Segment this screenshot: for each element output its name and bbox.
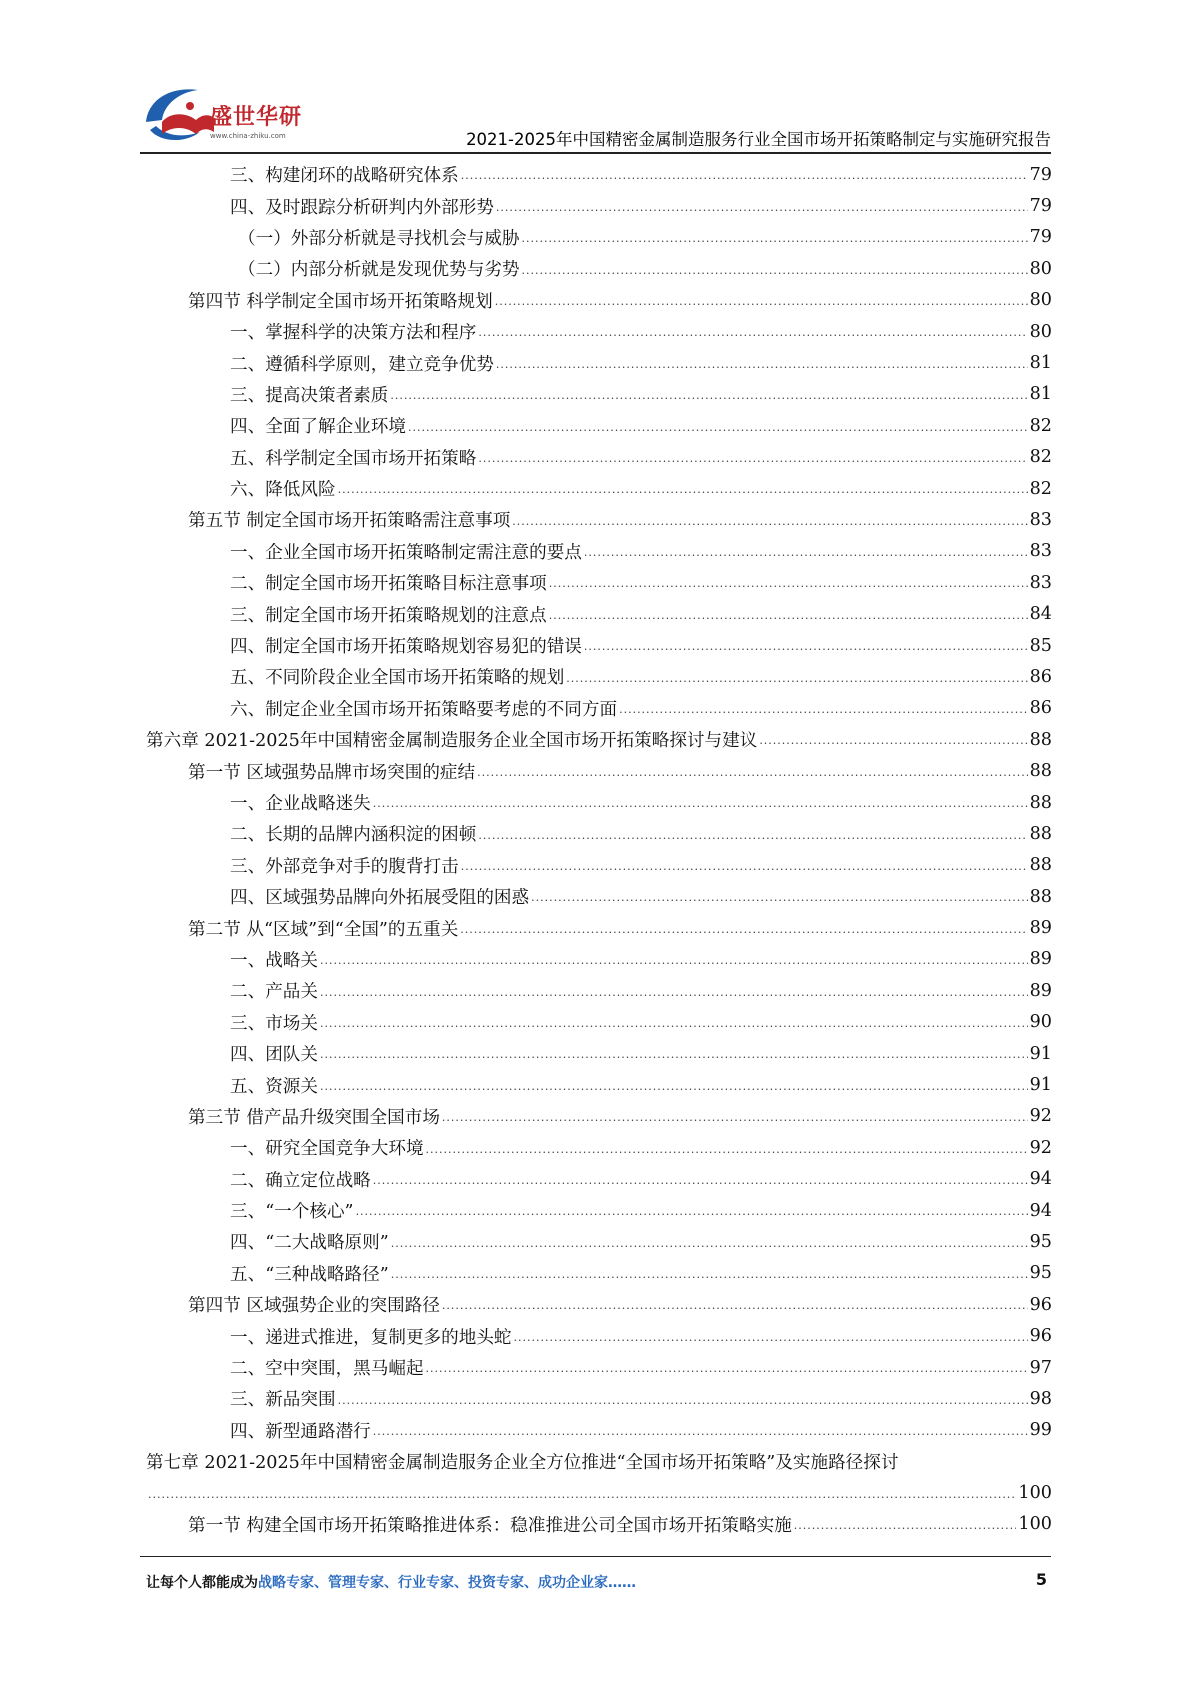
toc-dot-leader	[391, 1268, 1028, 1289]
toc-entry[interactable]	[146, 850, 1052, 881]
toc-entry[interactable]	[146, 1195, 1052, 1226]
toc-entry-page: 79	[1029, 196, 1052, 217]
toc-entry-title: 二、长期的品牌内涵积淀的困顿	[230, 825, 477, 846]
toc-entry-title: 四、及时跟踪分析研判内外部形势	[230, 197, 494, 218]
toc-entry[interactable]	[146, 881, 1052, 912]
toc-entry[interactable]	[146, 724, 1052, 755]
page-header	[0, 0, 1191, 160]
toc-entry[interactable]	[146, 1289, 1052, 1320]
toc-entry-title: 四、区域强势品牌向外拓展受阻的困惑	[230, 888, 530, 909]
toc-entry[interactable]	[146, 316, 1052, 347]
toc-entry-title: 第六章 2021-2025年中国精密金属制造服务企业全国市场开拓策略探讨与建议	[146, 731, 758, 752]
toc-entry-title: 一、企业全国市场开拓策略制定需注意的要点	[230, 542, 582, 563]
toc-entry-page: 89	[1029, 980, 1052, 1001]
toc-dot-leader	[338, 1394, 1028, 1415]
toc-entry-page: 94	[1029, 1200, 1052, 1221]
toc-entry[interactable]	[146, 1069, 1052, 1100]
toc-entry-page: 95	[1029, 1263, 1052, 1284]
logo-text: 盛世华研	[210, 105, 303, 130]
toc-dot-leader	[373, 1425, 1028, 1446]
toc-entry[interactable]	[146, 1258, 1052, 1289]
toc-entry-page: 84	[1029, 604, 1052, 625]
toc-dot-leader	[522, 232, 1028, 253]
toc-entry-page: 81	[1029, 384, 1052, 405]
toc-entry[interactable]	[146, 944, 1052, 975]
toc-dot-leader	[512, 515, 1027, 536]
toc-dot-leader	[320, 954, 1028, 975]
footer-slogan-highlight: 战略专家、管理专家、行业专家、投资专家、成功企业家……	[258, 1575, 636, 1591]
toc-dot-leader	[391, 1237, 1028, 1258]
toc-entry-page: 91	[1029, 1043, 1052, 1064]
toc-dot-leader	[426, 1362, 1028, 1383]
toc-entry-title: 三、构建闭环的战略研究体系	[230, 166, 459, 187]
toc-entry-page: 96	[1029, 1294, 1052, 1315]
footer-slogan-prefix: 让每个人都能成为	[146, 1575, 258, 1591]
toc-entry-page: 83	[1029, 541, 1052, 562]
toc-dot-leader	[496, 358, 1028, 379]
footer-slogan	[146, 1572, 636, 1592]
toc-entry-title: 三、制定全国市场开拓策略规划的注意点	[230, 605, 547, 626]
toc-entry-title: 一、研究全国竞争大环境	[230, 1139, 424, 1160]
toc-entry-title: 第一节 区域强势品牌市场突围的症结	[188, 762, 476, 783]
toc-dot-leader	[531, 891, 1028, 912]
toc-entry-page: 79	[1029, 227, 1052, 248]
toc-entry[interactable]	[146, 410, 1052, 441]
toc-entry-page: 83	[1029, 572, 1052, 593]
toc-entry-page: 88	[1029, 792, 1052, 813]
toc-entry-page: 88	[1029, 855, 1052, 876]
toc-entry-title: 第二节 从“区域”到“全国”的五重关	[188, 919, 459, 940]
toc-dot-leader	[514, 1331, 1028, 1352]
toc-entry-title: 三、外部竞争对手的腹背打击	[230, 856, 459, 877]
toc-dot-leader	[549, 609, 1028, 630]
toc-dot-leader	[320, 986, 1028, 1007]
toc-entry-title: 六、制定企业全国市场开拓策略要考虑的不同方面	[230, 699, 618, 720]
toc-entry-page: 92	[1029, 1137, 1052, 1158]
toc-dot-leader	[373, 1174, 1028, 1195]
toc-dot-leader	[619, 703, 1028, 724]
toc-entry[interactable]	[146, 818, 1052, 849]
toc-entry[interactable]	[146, 1101, 1052, 1132]
toc-entry-title: 一、企业战略迷失	[230, 794, 371, 814]
toc-entry-title: 第四节 区域强势企业的突围路径	[188, 1296, 440, 1317]
toc-entry-title: 一、掌握科学的决策方法和程序	[230, 323, 477, 344]
toc-entry-title: 三、市场关	[230, 1013, 318, 1034]
toc-entry-page: 81	[1029, 353, 1052, 374]
toc-entry[interactable]	[146, 504, 1052, 535]
toc-dot-leader	[373, 797, 1028, 818]
toc-dot-leader	[478, 452, 1027, 473]
toc-entry[interactable]	[146, 473, 1052, 504]
toc-entry-page: 100	[1018, 1483, 1052, 1504]
toc-entry-page: 100	[1018, 1514, 1052, 1535]
toc-entry-title: 五、“三种战略路径”	[230, 1264, 389, 1285]
toc-entry-page: 82	[1029, 415, 1052, 436]
toc-entry[interactable]	[146, 1007, 1052, 1038]
toc-entry-page: 88	[1029, 761, 1052, 782]
toc-dot-leader	[549, 577, 1028, 598]
toc-dot-leader	[584, 546, 1028, 567]
toc-entry[interactable]	[146, 379, 1052, 410]
toc-entry[interactable]	[146, 347, 1052, 378]
toc-entry[interactable]	[146, 598, 1052, 629]
toc-dot-leader	[495, 295, 1028, 316]
toc-dot-leader	[566, 672, 1027, 693]
toc-dot-leader	[584, 640, 1028, 661]
toc-dot-leader	[461, 860, 1028, 881]
toc-dot-leader	[461, 169, 1028, 190]
toc-entry-page: 80	[1029, 290, 1052, 311]
toc-entry-title: 一、战略关	[230, 950, 318, 971]
toc-entry-page: 99	[1029, 1420, 1052, 1441]
footer-divider	[140, 1556, 1051, 1557]
toc-entry-page: 90	[1029, 1012, 1052, 1033]
toc-dot-leader	[356, 1205, 1028, 1226]
toc-entry[interactable]	[146, 693, 1052, 724]
toc-entry-title: 五、科学制定全国市场开拓策略	[230, 448, 477, 469]
table-of-contents	[146, 159, 1052, 1540]
toc-entry-title: 三、“一个核心”	[230, 1202, 354, 1223]
toc-entry-title: 第四节 科学制定全国市场开拓策略规划	[188, 291, 493, 312]
toc-entry[interactable]	[146, 222, 1052, 253]
toc-dot-leader	[320, 1080, 1028, 1101]
toc-entry-title: 第一节 构建全国市场开拓策略推进体系：稳准推进公司全国市场开拓策略实施	[188, 1515, 792, 1536]
toc-entry[interactable]	[146, 1509, 1052, 1540]
toc-entry-title: 二、空中突围，黑马崛起	[230, 1359, 424, 1380]
toc-entry[interactable]	[146, 190, 1052, 221]
toc-entry-page: 89	[1029, 949, 1052, 970]
toc-entry-title: 五、资源关	[230, 1076, 318, 1097]
toc-dot-leader	[496, 201, 1028, 222]
toc-entry-page: 82	[1029, 447, 1052, 468]
toc-dot-leader	[478, 326, 1027, 347]
toc-entry-title: 二、制定全国市场开拓策略目标注意事项	[230, 574, 547, 595]
toc-entry-title: 一、递进式推进，复制更多的地头蛇	[230, 1327, 512, 1348]
toc-entry-title: 四、全面了解企业环境	[230, 417, 406, 438]
toc-entry-page: 85	[1029, 635, 1052, 656]
toc-entry-title: 四、团队关	[230, 1045, 318, 1066]
toc-dot-leader	[759, 734, 1027, 755]
toc-entry-page: 94	[1029, 1169, 1052, 1190]
toc-dot-leader	[148, 1488, 1016, 1509]
toc-entry-title: 五、不同阶段企业全国市场开拓策略的规划	[230, 668, 565, 689]
toc-entry-title: 二、遵循科学原则，建立竞争优势	[230, 354, 494, 375]
toc-entry-page: 82	[1029, 478, 1052, 499]
toc-dot-leader	[477, 766, 1028, 787]
logo-url: www.china-zhiku.com	[210, 132, 286, 140]
toc-entry[interactable]	[146, 912, 1052, 943]
toc-entry-title: 第三节 借产品升级突围全国市场	[188, 1107, 440, 1128]
toc-entry[interactable]	[146, 285, 1052, 316]
toc-entry-title: 三、新品突围	[230, 1390, 336, 1411]
toc-entry[interactable]	[146, 787, 1052, 818]
toc-entry-title: 第七章 2021-2025年中国精密金属制造服务企业全方位推进“全国市场开拓策略”及实施路径探讨	[146, 1453, 899, 1474]
toc-entry[interactable]	[146, 661, 1052, 692]
toc-entry[interactable]	[146, 1415, 1052, 1446]
toc-entry-page: 96	[1029, 1326, 1052, 1347]
toc-entry-title: 三、提高决策者素质	[230, 385, 389, 406]
toc-entry-page: 79	[1029, 164, 1052, 185]
toc-entry[interactable]	[146, 536, 1052, 567]
toc-entry[interactable]	[146, 253, 1052, 284]
toc-entry-page: 80	[1029, 321, 1052, 342]
toc-entry[interactable]	[146, 1226, 1052, 1257]
toc-entry-page: 97	[1029, 1357, 1052, 1378]
toc-entry[interactable]	[146, 1320, 1052, 1351]
toc-entry-page: 80	[1029, 258, 1052, 279]
toc-entry[interactable]	[146, 159, 1052, 190]
toc-entry-title: 二、确立定位战略	[230, 1170, 371, 1191]
toc-dot-leader	[522, 264, 1028, 285]
toc-dot-leader	[408, 421, 1028, 442]
toc-entry-page: 95	[1029, 1231, 1052, 1252]
toc-entry-title: 六、降低风险	[230, 480, 336, 501]
toc-dot-leader	[478, 829, 1027, 850]
toc-entry[interactable]	[146, 755, 1052, 786]
toc-dot-leader	[794, 1519, 1017, 1540]
toc-entry-page: 86	[1029, 666, 1052, 687]
toc-dot-leader	[320, 1017, 1028, 1038]
toc-entry[interactable]	[146, 630, 1052, 661]
toc-entry-page: 98	[1029, 1388, 1052, 1409]
toc-entry-title: 二、产品关	[230, 982, 318, 1003]
page-number: 5	[1035, 1570, 1047, 1589]
toc-entry[interactable]	[146, 1164, 1052, 1195]
toc-entry-title: 四、新型通路潜行	[230, 1421, 371, 1442]
toc-entry[interactable]	[146, 442, 1052, 473]
toc-entry-title: （一）外部分析就是寻找机会与威胁	[238, 228, 520, 249]
toc-dot-leader	[390, 389, 1027, 410]
toc-dot-leader	[320, 1048, 1028, 1069]
toc-entry-page: 89	[1029, 918, 1052, 939]
header-divider	[140, 152, 1051, 154]
toc-dot-leader	[460, 923, 1027, 944]
toc-entry-page: 92	[1029, 1106, 1052, 1127]
toc-entry[interactable]	[146, 1132, 1052, 1163]
toc-entry-page: 88	[1029, 886, 1052, 907]
toc-dot-leader	[442, 1111, 1028, 1132]
toc-dot-leader	[338, 483, 1028, 504]
toc-entry-page: 88	[1029, 729, 1052, 750]
toc-entry-title: （二）内部分析就是发现优势与劣势	[238, 260, 520, 281]
toc-entry-page: 88	[1029, 823, 1052, 844]
toc-entry[interactable]	[146, 1352, 1052, 1383]
toc-entry-title: 第五节 制定全国市场开拓策略需注意事项	[188, 511, 511, 532]
toc-entry-title: 四、“二大战略原则”	[230, 1233, 389, 1254]
toc-dot-leader	[426, 1143, 1028, 1164]
toc-entry-page: 83	[1029, 509, 1052, 530]
toc-entry-page: 91	[1029, 1075, 1052, 1096]
toc-entry-title: 四、制定全国市场开拓策略规划容易犯的错误	[230, 637, 582, 658]
toc-entry[interactable]	[146, 1477, 1052, 1508]
toc-entry-page: 86	[1029, 698, 1052, 719]
toc-entry[interactable]	[146, 567, 1052, 598]
report-title: 2021-2025年中国精密金属制造服务行业全国市场开拓策略制定与实施研究报告	[466, 130, 1051, 149]
toc-entry[interactable]	[146, 1383, 1052, 1414]
toc-entry[interactable]	[146, 1446, 1052, 1477]
toc-entry[interactable]	[146, 1038, 1052, 1069]
toc-dot-leader	[442, 1299, 1028, 1320]
toc-entry[interactable]	[146, 975, 1052, 1006]
